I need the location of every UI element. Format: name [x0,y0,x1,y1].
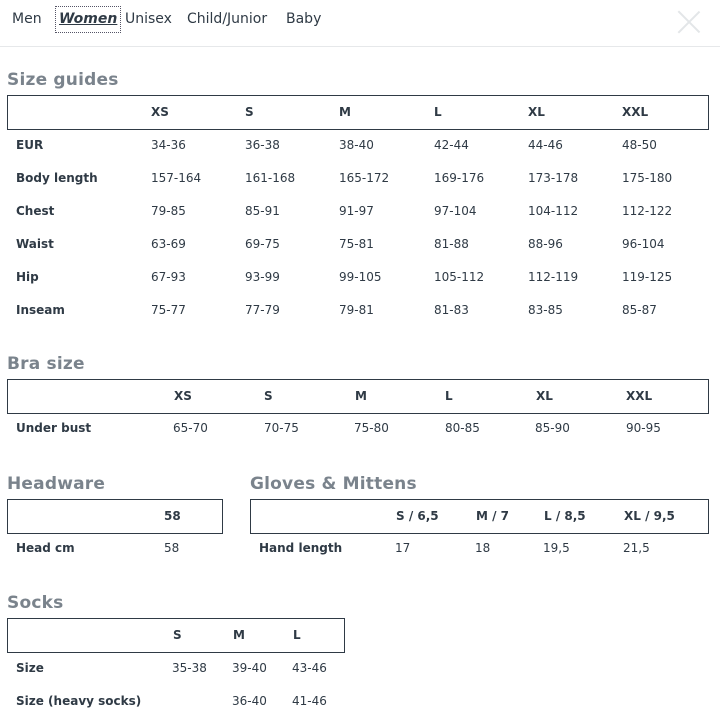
table-cell: 112-119 [528,270,579,284]
table-cell: 112-122 [622,204,673,218]
socks-header: L [293,628,301,642]
close-icon[interactable] [676,9,702,35]
table-cell: 157-164 [151,171,202,185]
tab-baby[interactable]: Baby [286,11,322,27]
size-guides-header: XL [528,105,545,119]
socks-header: S [173,628,182,642]
table-cell: 48-50 [622,138,657,152]
table-cell: 77-79 [245,303,280,317]
table-cell: 80-85 [445,421,480,435]
table-cell: 161-168 [245,171,296,185]
row-label: Head cm [16,541,75,555]
row-label: Hip [16,270,39,284]
row-label: Inseam [16,303,65,317]
socks-title: Socks [7,593,64,613]
table-cell: 85-91 [245,204,280,218]
bra-header: XL [536,389,553,403]
table-cell: 36-38 [245,138,280,152]
table-cell: 35-38 [172,661,207,675]
socks-header: M [233,628,245,642]
table-cell: 18 [475,541,491,555]
bra-header: L [445,389,453,403]
table-cell: 21,5 [623,541,650,555]
table-cell: 42-44 [434,138,469,152]
gloves-header-row [250,499,709,534]
table-cell: 119-125 [622,270,673,284]
tab-child-junior[interactable]: Child/Junior [187,11,268,27]
size-guides-header: S [245,105,254,119]
gloves-mittens-title: Gloves & Mittens [250,474,417,494]
headware-header-row [7,499,223,534]
table-cell: 75-77 [151,303,186,317]
gloves-header: L / 8,5 [544,509,586,523]
table-cell: 79-85 [151,204,186,218]
table-cell: 39-40 [232,661,267,675]
table-cell: 79-81 [339,303,374,317]
tab-men[interactable]: Men [12,11,42,27]
table-cell: 38-40 [339,138,374,152]
table-cell: 90-95 [626,421,661,435]
headware-header: 58 [164,509,181,523]
table-cell: 104-112 [528,204,579,218]
headware-title: Headware [7,474,106,494]
table-cell: 91-97 [339,204,374,218]
table-cell: 75-80 [354,421,389,435]
table-cell: 169-176 [434,171,485,185]
row-label: Body length [16,171,98,185]
table-cell: 83-85 [528,303,563,317]
table-cell: 165-172 [339,171,390,185]
table-cell: 65-70 [173,421,208,435]
table-cell: 19,5 [543,541,570,555]
table-cell: 17 [395,541,411,555]
table-cell: 105-112 [434,270,485,284]
size-guides-header-row [7,95,709,130]
bra-header: M [355,389,367,403]
table-cell: 58 [164,541,180,555]
bra-header: S [264,389,273,403]
row-label: Size [16,661,44,675]
table-cell: 85-90 [535,421,570,435]
tab-unisex[interactable]: Unisex [125,11,172,27]
table-cell: 85-87 [622,303,657,317]
table-cell: 75-81 [339,237,374,251]
table-cell: 93-99 [245,270,280,284]
table-cell: 41-46 [292,694,327,708]
gloves-header: M / 7 [476,509,510,523]
table-cell: 175-180 [622,171,673,185]
size-guides-header: L [434,105,442,119]
size-guides-header: XXL [622,105,649,119]
row-label: Chest [16,204,55,218]
table-cell: 43-46 [292,661,327,675]
bra-size-title: Bra size [7,354,85,374]
table-cell: 99-105 [339,270,382,284]
size-guides-title: Size guides [7,70,119,90]
table-cell: 96-104 [622,237,665,251]
table-cell: 69-75 [245,237,280,251]
table-cell: 88-96 [528,237,563,251]
size-guides-header: XS [151,105,169,119]
table-cell: 67-93 [151,270,186,284]
tab-women[interactable]: Women [55,6,121,33]
gloves-header: S / 6,5 [396,509,439,523]
bra-header-row [7,379,709,414]
bra-header: XS [174,389,192,403]
table-cell: 81-88 [434,237,469,251]
table-cell: 70-75 [264,421,299,435]
row-label: Waist [16,237,54,251]
table-cell: 81-83 [434,303,469,317]
size-guides-header: M [339,105,351,119]
table-cell: 34-36 [151,138,186,152]
table-cell: 97-104 [434,204,477,218]
table-cell: 173-178 [528,171,579,185]
table-cell: 44-46 [528,138,563,152]
gloves-header: XL / 9,5 [624,509,675,523]
table-cell: 63-69 [151,237,186,251]
table-cell: 36-40 [232,694,267,708]
size-category-tabs [0,0,720,47]
bra-header: XXL [626,389,653,403]
row-label: Size (heavy socks) [16,694,142,708]
row-label: Hand length [259,541,343,555]
socks-header-row [7,618,345,653]
row-label: EUR [16,138,44,152]
row-label: Under bust [16,421,92,435]
